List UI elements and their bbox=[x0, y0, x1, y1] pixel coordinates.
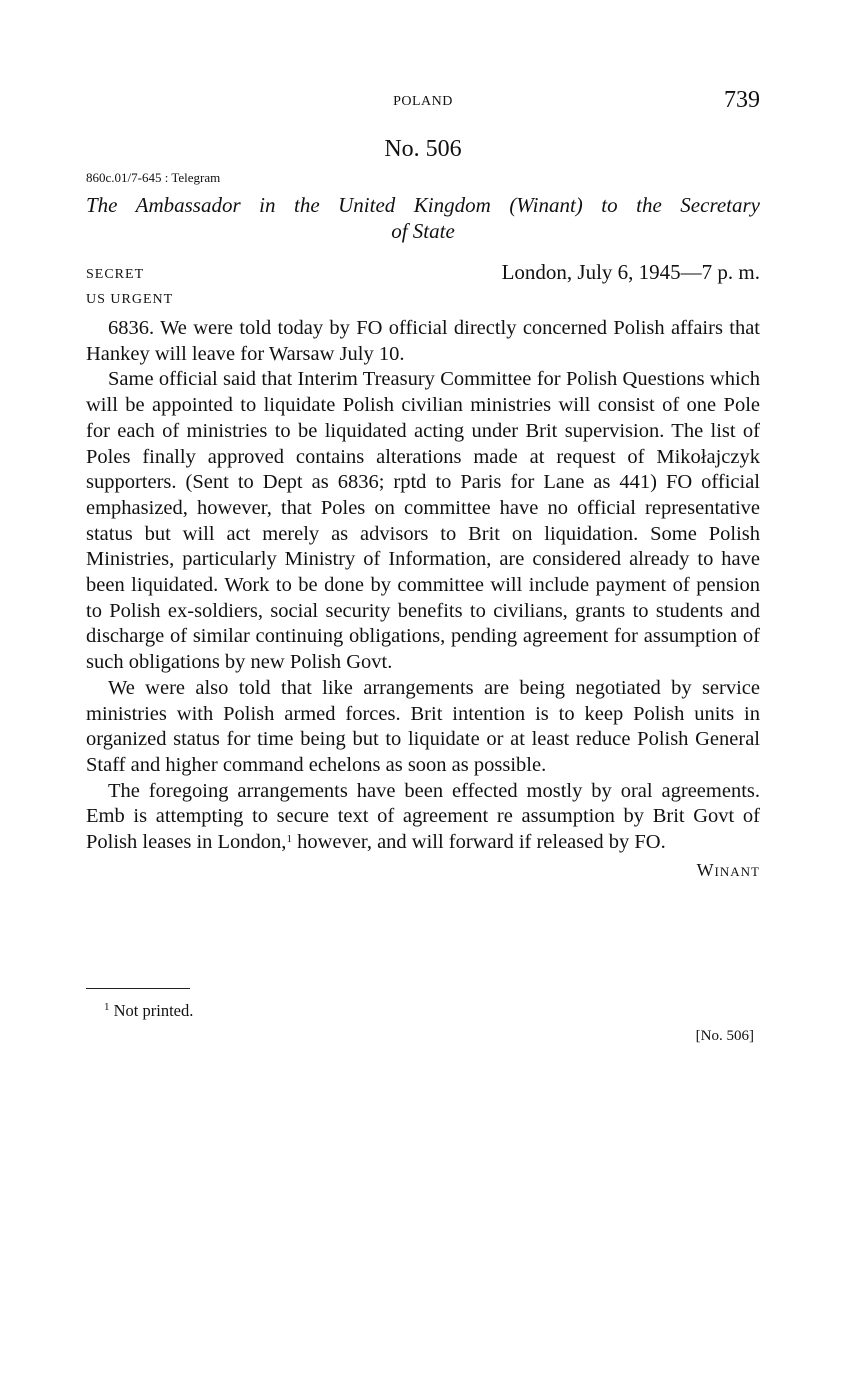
page-number: 739 bbox=[724, 87, 760, 113]
file-reference: 860c.01/7-645 : Telegram bbox=[86, 170, 221, 185]
running-head bbox=[86, 87, 760, 122]
signature-line bbox=[86, 856, 760, 884]
signature-tag: [No. 506] bbox=[695, 1028, 754, 1044]
running-title: POLAND bbox=[393, 94, 453, 109]
telegram-body bbox=[86, 316, 760, 884]
footnote-divider bbox=[86, 988, 190, 989]
document-heading bbox=[86, 192, 760, 244]
heading-line-2: of State bbox=[391, 219, 455, 243]
paragraph: We were also told that like arrangements are being negotiated by service ministries with Polish armed forces. Brit intention is to keep Polish units in organized status for time being but to liquidate or at least reduce Polish General Staff and higher command echelons as soon as possible. bbox=[86, 676, 760, 776]
heading-line-1: The Ambassador in the United Kingdom (Winant) to the Secretary bbox=[86, 193, 760, 217]
paragraph: 6836. We were told today by FO official directly concerned Polish affairs that Hankey will leave for Warsaw July 10. bbox=[86, 317, 760, 365]
dateline: London, July 6, 1945—7 p. m. bbox=[501, 260, 760, 284]
paragraph: Same official said that Interim Treasury Committee for Polish Questions which will be appointed to liquidate Polish civilian ministries will consist of one Pole for each of ministries to be liquidated acting under Brit supervision. The list of Poles finally approved contains alterations made at request of Mikołajczyk supporters. (Sent to Dept as 6836; rptd to Paris for Lane as 441) FO official emphasized, however, that Poles on committee have no official representative status but will act merely as advisors to Brit on liquidation. Some Polish Ministries, particularly Ministry of Information, are considered already to have been liquidated. Work to be done by committee will include payment of pension to Polish ex-soldiers, social security benefits to civilians, grants to students and discharge of similar continuing obligations, pending agreement for assumption of such obligations by new Polish Govt. bbox=[86, 368, 760, 674]
document-number: No. 506 bbox=[384, 136, 462, 162]
paragraph bbox=[86, 779, 760, 856]
paragraph-text: The foregoing arrangements have been effected mostly by oral agreements. Emb is attempting to secure text of agreement re assumption by Brit Govt of Polish leases in London, bbox=[86, 779, 760, 854]
footnote-reference: 1 bbox=[286, 833, 292, 846]
classification-urgent: US URGENT bbox=[86, 292, 174, 307]
classification-secret: SECRET bbox=[86, 267, 145, 282]
signature: Winant bbox=[696, 859, 760, 880]
footnote-text: Not printed. bbox=[109, 1001, 194, 1020]
footnote bbox=[104, 1001, 193, 1021]
paragraph-text-continued: however, and will forward if released by FO. bbox=[291, 831, 666, 854]
footnote-marker: 1 bbox=[104, 1001, 110, 1013]
